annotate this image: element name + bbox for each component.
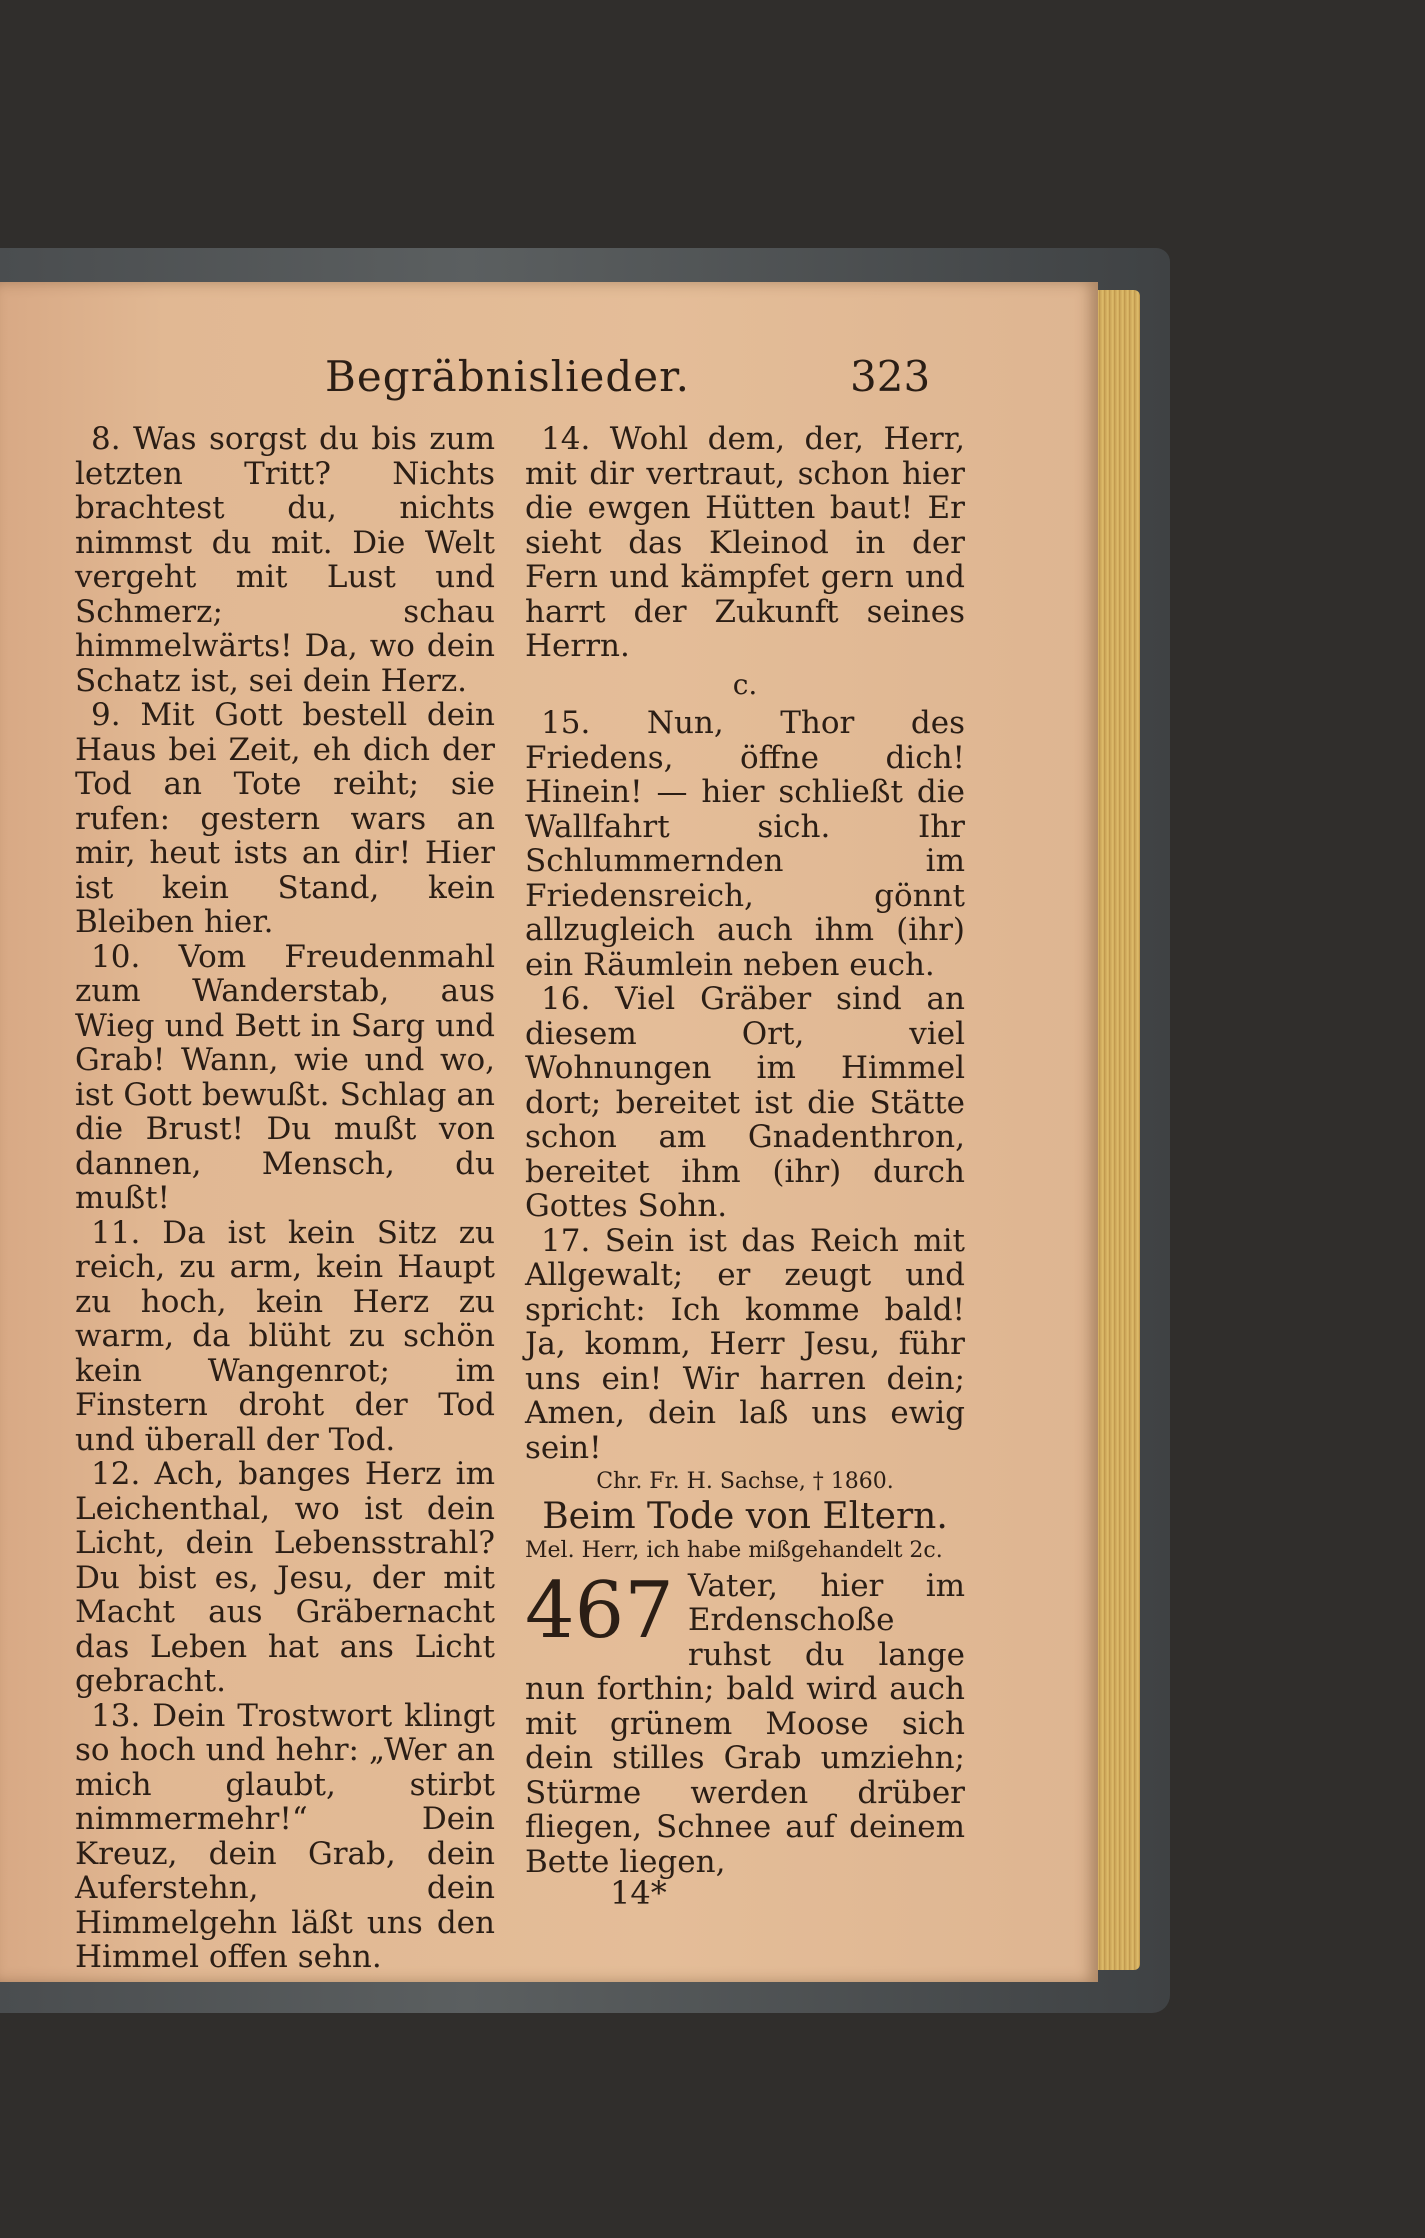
signature-mark: 14*: [610, 1874, 667, 1912]
verse-14: 14. Wohl dem, der, Herr, mit dir vertraut, schon hier die ewgen Hütten baut! Er sieht das Kleinod in der Fern und kämpfet gern und harrt der Zukunft seines Herrn.: [525, 421, 965, 664]
verse-15: 15. Nun, Thor des Friedens, öffne dich! Hinein! — hier schließt die Wallfahrt sich. Ihr Schlummernden im Friedensreich, gönnt allzugleich auch ihm (ihr) ein Räumlein neben euch.: [525, 705, 965, 983]
running-head: [0, 352, 1098, 412]
verse-9: 9. Mit Gott bestell dein Haus bei Zeit, eh dich der Tod an Tote reiht; sie rufen: gestern wars an mir, heut ists an dir! Hier ist kein Stand, kein Bleiben hier.: [75, 697, 495, 940]
verse-10: 10. Vom Freudenmahl zum Wanderstab, aus Wieg und Bett in Sarg und Grab! Wann, wie und wo, ist Gott bewußt. Schlag an die Brust! Du mußt von dannen, Mensch, du mußt!: [75, 938, 495, 1216]
verse-12: 12. Ach, banges Herz im Leichenthal, wo ist dein Licht, dein Lebensstrahl? Du bist es, Jesu, der mit Macht aus Gräbernacht das Leben hat ans Licht gebracht.: [75, 1456, 495, 1699]
right-column: [525, 422, 965, 1879]
section-heading: Beim Tode von Eltern.: [542, 1495, 948, 1537]
verse-16: 16. Viel Gräber sind an diesem Ort, viel Wohnungen im Himmel dort; bereitet ist die Stätte schon am Gnadenthron, bereitet ihm (ihr) durch Gottes Sohn.: [525, 981, 965, 1224]
verse-11: 11. Da ist kein Sitz zu reich, zu arm, kein Haupt zu hoch, kein Herz zu warm, da blüht zu schön kein Wangenrot; im Finstern droht der Tod und überall der Tod.: [75, 1214, 495, 1458]
hymn-number: 467: [525, 1565, 674, 1656]
verse-13: 13. Dein Trostwort klingt so hoch und hehr: „Wer an mich glaubt, stirbt nimmermehr!“ Dein Kreuz, dein Grab, dein Auferstehn, dein Himmelgehn läßt uns den Himmel offen sehn.: [75, 1697, 495, 1975]
section-marker: c.: [732, 667, 758, 701]
author-attribution: Chr. Fr. H. Sachse, † 1860.: [596, 1469, 894, 1494]
page-title: Begräbnislieder.: [325, 352, 690, 401]
verse-17: 17. Sein ist das Reich mit Allgewalt; er zeugt und spricht: Ich komme bald! Ja, komm, Herr Jesu, führ uns ein! Wir harren dein; Amen, dein laß uns ewig sein!: [525, 1222, 965, 1466]
melody-note: Mel. Herr, ich habe mißgehandelt 2c.: [525, 1538, 943, 1563]
left-column: [75, 422, 495, 1975]
page-number: 323: [850, 352, 931, 401]
book-page: [0, 282, 1098, 1982]
hymn-text: Vater, hier im Erdenschoße ruhst du lange nun forthin; bald wird auch mit grünem Moose sich dein stilles Grab umziehn; Stürme werden drüber fliegen, Schnee auf deinem Bette liegen,: [525, 1567, 965, 1880]
hymn-467: [525, 1565, 965, 1880]
verse-8: 8. Was sorgst du bis zum letzten Tritt? Nichts brachtest du, nichts nimmst du mit. Die Welt vergeht mit Lust und Schmerz; schau himmelwärts! Da, wo dein Schatz ist, sei dein Herz.: [75, 421, 495, 699]
